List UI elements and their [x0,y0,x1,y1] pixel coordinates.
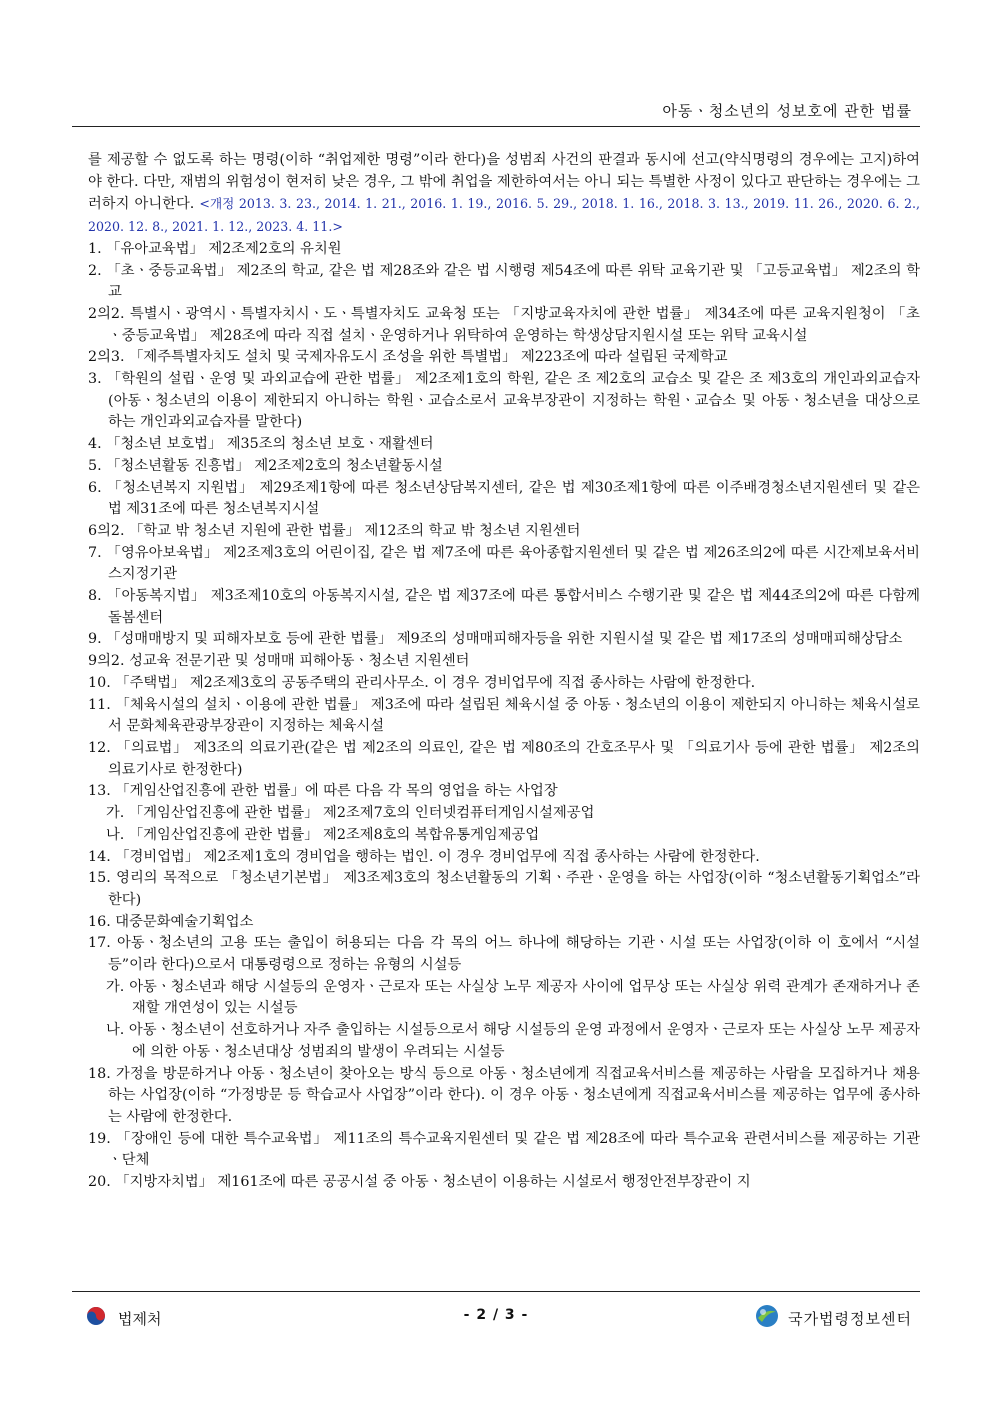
list-item: 15. 영리의 목적으로 「청소년기본법」 제3조제3호의 청소년활동의 기획ㆍ주관ㆍ운영을 하는 사업장(이하 “청소년활동기획업소”라 한다) [88,870,920,908]
amendment-note: <개정 2013. 3. 23., 2014. 1. 21., 2016. 1. 19., 2016. 5. 29., 2018. 1. 16., 2018. 3. 13., 2019. 11. 26., 2020. 6. 2., 2020. 12. 8., 2021. 1. 12., 2023. 4. 11.> [88,196,921,235]
list-item: 13. 「게임산업진흥에 관한 법률」에 따른 다음 각 목의 영업을 하는 사업장 [88,783,558,800]
list-item: 1. 「유아교육법」 제2조제2호의 유치원 [88,240,342,257]
list-item: 19. 「장애인 등에 대한 특수교육법」 제11조의 특수교육지원센터 및 같은 법 제28조에 따라 특수교육 관련서비스를 제공하는 기관ㆍ단체 [88,1130,920,1169]
list-item: 5. 「청소년활동 진흥법」 제2조제2호의 청소년활동시설 [88,457,443,474]
intro-paragraph [88,150,920,239]
list-item: 6의2. 「학교 밖 청소년 지원에 관한 법률」 제12조의 학교 밖 청소년 지원센터 [88,522,581,539]
list-item: 18. 가정을 방문하거나 아동ㆍ청소년이 찾아오는 방식 등으로 아동ㆍ청소년에게 직접교육서비스를 제공하는 사람을 모집하거나 채용하는 사업장(이하 “가정방문 등 학습교사 사업장”이라 한다). 이 경우 아동ㆍ청소년에게 직접교육서비스를 제공하는 업무에 종사하는 사람에 한정한다. [88,1065,920,1125]
list-item: 11. 「체육시설의 설치ㆍ이용에 관한 법률」 제3조에 따라 설립된 체육시설 중 아동ㆍ청소년의 이용이 제한되지 아니하는 체육시설로서 문화체육관광부장관이 지정하는 체육시설 [88,696,920,735]
list-item: 20. 「지방자치법」 제161조에 따른 공공시설 중 아동ㆍ청소년이 이용하는 시설로서 행정안전부장관이 지 [88,1174,751,1191]
intro-text: 를 제공할 수 없도록 하는 명령(이하 “취업제한 명령”이라 한다)을 성범죄 사건의 판결과 동시에 선고(약식명령의 경우에는 고지)하여야 한다. 다만, 재범의 위험성이 현저히 낮은 경우, 그 밖에 취업을 제한하여서는 아니 되는 특별한 사정이 있다고 판단하는 경우에는 그러하지 아니한다. [88,152,920,213]
footer-left-label: 법제처 [118,1309,162,1328]
list-item: 9. 「성매매방지 및 피해자보호 등에 관한 법률」 제9조의 성매매피해자등을 위한 지원시설 및 같은 법 제17조의 성매매피해상담소 [88,631,903,648]
list-item: 10. 「주택법」 제2조제3호의 공동주택의 관리사무소. 이 경우 경비업무에 직접 종사하는 사람에 한정한다. [88,674,756,691]
list-item: 14. 「경비업법」 제2조제1호의 경비업을 행하는 법인. 이 경우 경비업무에 직접 종사하는 사람에 한정한다. [88,848,760,865]
header-divider [72,126,920,127]
sub-list-item: 나. 아동ㆍ청소년이 선호하거나 자주 출입하는 시설등으로서 해당 시설등의 운영 과정에서 운영자ㆍ근로자 또는 사실상 노무 제공자에 의한 아동ㆍ청소년대상 성범죄의 발생이 우려되는 시설등 [106,1022,920,1060]
page-number: - 2 / 3 - [463,1307,529,1323]
document-body [88,150,920,1194]
footer-law-center [754,1303,912,1333]
header-title: 아동ㆍ청소년의 성보호에 관한 법률 [662,102,912,120]
footer-right-label: 국가법령정보센터 [788,1309,912,1328]
list-item: 17. 아동ㆍ청소년의 고용 또는 출입이 허용되는 다음 각 목의 어느 하나에 해당하는 기관ㆍ시설 또는 사업장(이하 이 호에서 “시설등”이라 한다)으로서 대통령령으로 정하는 유형의 시설등 [88,935,920,974]
list-item: 16. 대중문화예술기획업소 [88,913,254,930]
list-item: 2. 「초ㆍ중등교육법」 제2조의 학교, 같은 법 제28조와 같은 법 시행령 제54조에 따른 위탁 교육기관 및 「고등교육법」 제2조의 학교 [88,262,920,301]
list-item: 2의2. 특별시ㆍ광역시ㆍ특별자치시ㆍ도ㆍ특별자치도 교육청 또는 「지방교육자치에 관한 법률」 제34조에 따른 교육지원청이 「초ㆍ중등교육법」 제28조에 따라 직접 설치ㆍ운영하거나 위탁하여 운영하는 학생상담지원시설 또는 위탁 교육시설 [88,305,920,344]
list-item: 9의2. 성교육 전문기관 및 성매매 피해아동ㆍ청소년 지원센터 [88,653,470,670]
footer-divider [72,1291,920,1292]
list-item: 3. 「학원의 설립ㆍ운영 및 과외교습에 관한 법률」 제2조제1호의 학원, 같은 조 제2호의 교습소 및 같은 조 제3호의 개인과외교습자(아동ㆍ청소년의 이용이 제한되지 아니하는 학원ㆍ교습소로서 교육부장관이 지정하는 학원ㆍ교습소 및 아동ㆍ청소년을 대상으로 하는 개인과외교습자를 말한다) [88,371,920,431]
globe-logo-icon [754,1303,780,1333]
list-item: 2의3. 「제주특별자치도 설치 및 국제자유도시 조성을 위한 특별법」 제223조에 따라 설립된 국제학교 [88,349,728,366]
list-item: 12. 「의료법」 제3조의 의료기관(같은 법 제2조의 의료인, 같은 법 제80조의 간호조무사 및 「의료기사 등에 관한 법률」 제2조의 의료기사로 한정한다) [88,739,920,778]
sub-list-item: 가. 아동ㆍ청소년과 해당 시설등의 운영자ㆍ근로자 또는 사실상 노무 제공자 사이에 업무상 또는 사실상 위력 관계가 존재하거나 존재할 개연성이 있는 시설등 [106,978,920,1017]
sub-list-item: 가. 「게임산업진흥에 관한 법률」 제2조제7호의 인터넷컴퓨터게임시설제공업 [106,805,595,822]
list-item: 4. 「청소년 보호법」 제35조의 청소년 보호ㆍ재활센터 [88,436,434,453]
sub-list-item: 나. 「게임산업진흥에 관한 법률」 제2조제8호의 복합유통게임제공업 [106,826,540,843]
list-item: 6. 「청소년복지 지원법」 제29조제1항에 따른 청소년상담복지센터, 같은 법 제30조제1항에 따른 이주배경청소년지원센터 및 같은 법 제31조에 따른 청소년복지시설 [88,479,920,518]
list-item: 8. 「아동복지법」 제3조제10호의 아동복지시설, 같은 법 제37조에 따른 통합서비스 수행기관 및 같은 법 제44조의2에 따른 다함께돌봄센터 [88,588,920,626]
list-item: 7. 「영유아보육법」 제2조제3호의 어린이집, 같은 법 제7조에 따른 육아종합지원센터 및 같은 법 제26조의2에 따른 시간제보육서비스지정기관 [88,544,920,583]
